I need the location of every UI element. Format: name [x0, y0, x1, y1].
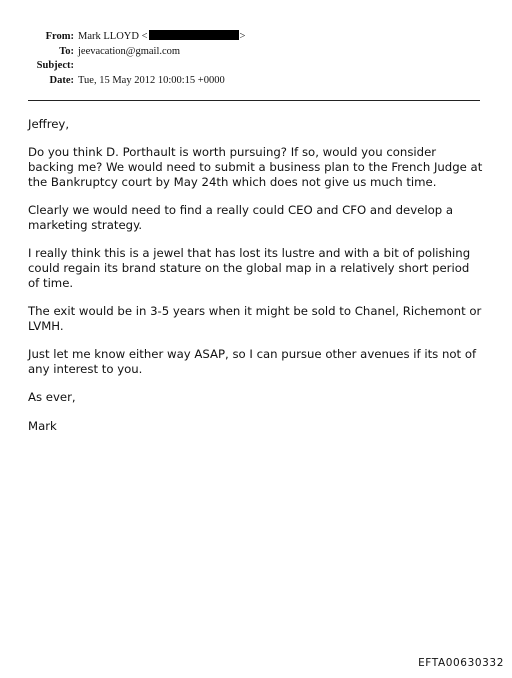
date-row: [0, 74, 512, 89]
from-label: From:: [45, 31, 74, 42]
subject-label: Subject:: [36, 60, 74, 71]
redaction-box: [149, 30, 239, 40]
to-row: [0, 45, 512, 60]
closing: As ever,: [28, 390, 76, 405]
body-paragraph: The exit would be in 3-5 years when it might be sold to Chanel, Richemont or LVMH.: [28, 304, 482, 333]
date-label: Date:: [49, 74, 74, 86]
to-value: jeevacation@gmail.com: [78, 45, 181, 57]
body-paragraph: Clearly we would need to find a really could CEO and CFO and develop a marketing strategy.: [28, 203, 454, 232]
from-value: Mark LLOYD <: [78, 31, 148, 42]
signature: Mark: [28, 418, 57, 433]
to-label: To:: [59, 45, 74, 57]
greeting: Jeffrey,: [28, 117, 70, 131]
header-divider: [28, 100, 480, 101]
subject-row: [0, 59, 512, 74]
body-paragraph: I really think this is a jewel that has lost its lustre and with a bit of polishing could regain its brand stature on the global map in a relatively short period of time.: [28, 246, 471, 290]
date-value: Tue, 15 May 2012 10:00:15 +0000: [78, 74, 225, 86]
email-body: [28, 117, 484, 447]
email-header: [0, 30, 512, 88]
from-close: >: [239, 31, 246, 42]
body-paragraph: Just let me know either way ASAP, so I can pursue other avenues if its not of any interest to you.: [28, 347, 477, 377]
bates-number: EFTA00630332: [418, 657, 504, 669]
from-row: [0, 30, 512, 45]
body-paragraph: Do you think D. Porthault is worth pursuing? If so, would you consider backing me? We would need to submit a business plan to the French Judge at the Bankruptcy court by May 24th which does not give us much time.: [28, 145, 483, 189]
